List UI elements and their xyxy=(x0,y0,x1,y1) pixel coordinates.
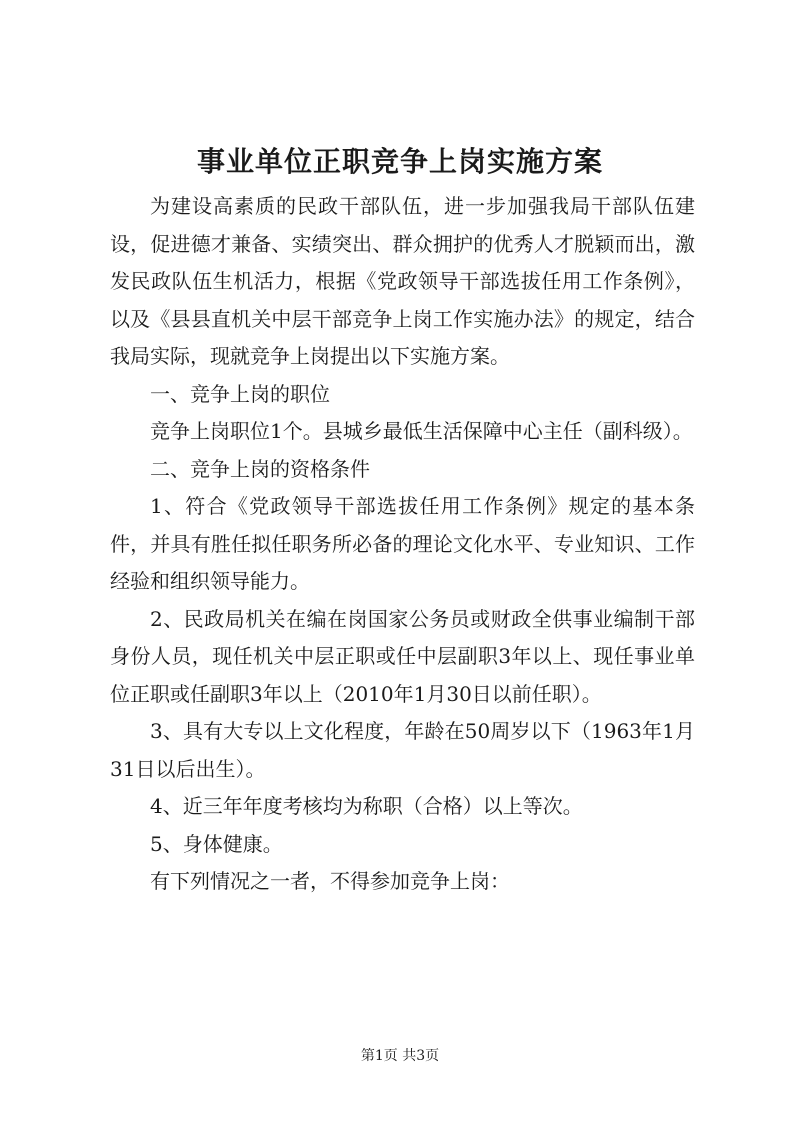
page-footer: 第1页 共3页 xyxy=(360,1048,440,1064)
document-title: 事业单位正职竞争上岗实施方案 xyxy=(196,145,603,178)
paragraph-condition-2: 2、民政局机关在编在岗国家公务员或财政全供事业编制干部身份人员，现任机关中层正职或任中层副职3年以上、现任事业单位正职或任副职3年以上（2010年1月30日以前任职）。 xyxy=(110,606,695,706)
paragraph-positions: 竞争上岗职位1个。县城乡最低生活保障中心主任（副科级）。 xyxy=(150,419,693,443)
heading-qualifications: 二、竞争上岗的资格条件 xyxy=(150,456,370,481)
paragraph-intro: 为建设高素质的民政干部队伍，进一步加强我局干部队伍建设，促进德才兼备、实绩突出、群众拥护的优秀人才脱颖而出，激发民政队伍生机活力，根据《党政领导干部选拔任用工作条例》，以及《县县直机关中层干部竞争上岗工作实施办法》的规定，结合我局实际，现就竞争上岗提出以下实施方案。 xyxy=(110,194,695,368)
paragraph-exclusions: 有下列情况之一者，不得参加竞争上岗： xyxy=(150,869,510,893)
paragraph-condition-3: 3、具有大专以上文化程度，年龄在50周岁以下（1963年1月31日以后出生）。 xyxy=(110,719,695,781)
document-body xyxy=(110,188,695,901)
paragraph-condition-4: 4、近三年年度考核均为称职（合格）以上等次。 xyxy=(150,794,583,818)
paragraph-condition-1: 1、符合《党政领导干部选拔任用工作条例》规定的基本条件，并具有胜任拟任职务所必备的理论文化水平、专业知识、工作经验和组织领导能力。 xyxy=(110,494,695,593)
paragraph-condition-5: 5、身体健康。 xyxy=(150,831,283,856)
heading-positions: 一、竞争上岗的职位 xyxy=(150,381,330,406)
